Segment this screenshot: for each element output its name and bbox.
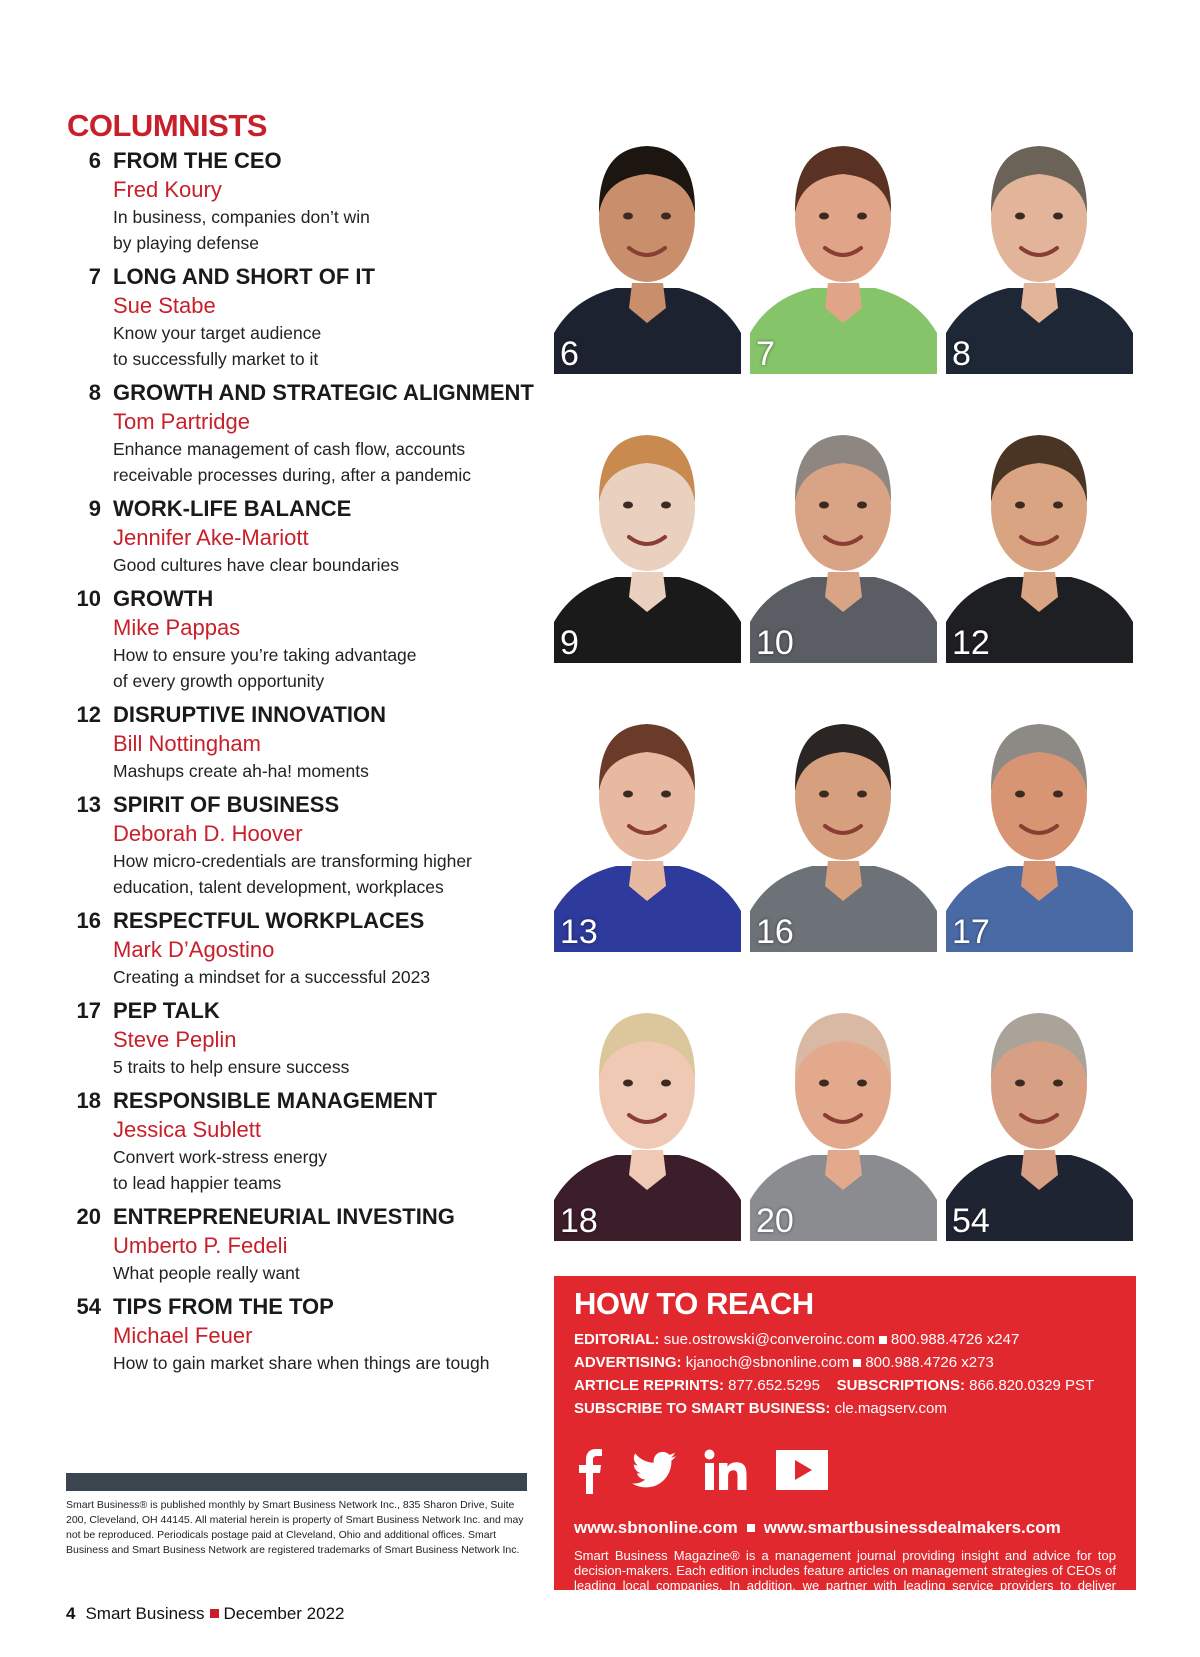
columnist-photo <box>554 975 741 1241</box>
entry-category: GROWTH <box>113 586 214 611</box>
editorial-phone: 800.988.4726 x247 <box>890 1331 1020 1348</box>
entry-category: DISRUPTIVE INNOVATION <box>113 702 386 727</box>
how-to-reach-box <box>554 1276 1136 1608</box>
entry-category: WORK-LIFE BALANCE <box>113 496 352 521</box>
subscribe-url[interactable]: cle.magserv.com <box>834 1400 947 1417</box>
columnist-entry[interactable] <box>67 584 537 694</box>
columnist-photo <box>946 975 1133 1241</box>
entry-description: What people really want <box>113 1263 300 1283</box>
entry-description: How micro-credentials are transforming higher <box>113 851 472 871</box>
entry-author: Jennifer Ake-Mariott <box>113 525 309 550</box>
entry-category: RESPECTFUL WORKPLACES <box>113 908 425 933</box>
reprints-label: ARTICLE REPRINTS: <box>574 1377 724 1394</box>
entry-author: Fred Koury <box>113 177 222 202</box>
social-links <box>574 1442 1116 1498</box>
issue-date: December 2022 <box>223 1604 345 1623</box>
entry-page-number: 10 <box>76 586 101 611</box>
entry-category: GROWTH AND STRATEGIC ALIGNMENT <box>113 380 534 405</box>
entry-description: by playing defense <box>113 233 259 253</box>
entry-category: PEP TALK <box>113 998 220 1023</box>
advertising-email[interactable]: kjanoch@sbnonline.com <box>685 1354 850 1371</box>
entry-description: Mashups create ah-ha! moments <box>113 761 369 781</box>
how-to-reach-title: HOW TO REACH <box>574 1286 814 1321</box>
columnist-entry[interactable] <box>67 1202 537 1286</box>
editorial-label: EDITORIAL: <box>574 1331 660 1348</box>
editorial-contact <box>574 1328 1116 1351</box>
section-title: COLUMNISTS <box>67 108 267 143</box>
portrait-illustration <box>946 108 1133 374</box>
columnist-entry[interactable] <box>67 906 537 990</box>
photo-page-number: 20 <box>756 1202 794 1240</box>
entry-author: Tom Partridge <box>113 409 250 434</box>
columnist-entry[interactable] <box>67 146 537 256</box>
entry-author: Steve Peplin <box>113 1027 237 1052</box>
entry-page-number: 54 <box>76 1294 101 1319</box>
entry-description: of every growth opportunity <box>113 671 325 691</box>
columnist-list <box>67 146 537 1382</box>
entry-category: FROM THE CEO <box>113 148 282 173</box>
entry-description: Creating a mindset for a successful 2023 <box>113 967 431 987</box>
linkedin-icon[interactable] <box>704 1449 748 1491</box>
entry-category: LONG AND SHORT OF IT <box>113 264 375 289</box>
portrait-illustration <box>554 397 741 663</box>
entry-page-number: 7 <box>88 264 101 289</box>
entry-author: Sue Stabe <box>113 293 216 318</box>
columnist-photo-grid <box>554 108 1136 1244</box>
columnist-photo <box>750 397 937 663</box>
separator-square <box>879 1336 887 1344</box>
portrait-illustration <box>750 108 937 374</box>
dealmakers-link[interactable]: www.smartbusinessdealmakers.com <box>763 1518 1061 1537</box>
entry-category: ENTREPRENEURIAL INVESTING <box>113 1204 455 1229</box>
columnist-entry[interactable] <box>67 1086 537 1196</box>
entry-category: TIPS FROM THE TOP <box>113 1294 334 1319</box>
entry-category: SPIRIT OF BUSINESS <box>113 792 340 817</box>
advertising-phone: 800.988.4726 x273 <box>865 1354 994 1371</box>
entry-author: Mark D’Agostino <box>113 937 275 962</box>
entry-author: Mike Pappas <box>113 615 241 640</box>
entry-page-number: 18 <box>76 1088 101 1113</box>
entry-description: How to ensure you’re taking advantage <box>113 645 417 665</box>
facebook-icon[interactable] <box>574 1446 604 1494</box>
entry-description: education, talent development, workplaces <box>113 877 444 897</box>
columnist-entry[interactable] <box>67 1292 537 1376</box>
entry-description: In business, companies don’t win <box>113 207 370 227</box>
columnist-photo <box>554 397 741 663</box>
entry-page-number: 9 <box>88 496 101 521</box>
advertising-label: ADVERTISING: <box>574 1354 682 1371</box>
columnist-photo <box>750 108 937 374</box>
entry-description: 5 traits to help ensure success <box>113 1057 350 1077</box>
subscribe-contact <box>574 1397 1116 1420</box>
photo-page-number: 17 <box>952 913 990 951</box>
entry-description: receivable processes during, after a pandemic <box>113 465 471 485</box>
photo-page-number: 9 <box>560 624 579 662</box>
entry-page-number: 17 <box>76 998 101 1023</box>
columnist-photo <box>946 397 1133 663</box>
magazine-description: Smart Business Magazine® is a management journal providing insight and advice for top decision-makers. Each edition includes feature articles on management strategies of CEOs of leading local companies. In addition, we partner with leading service providers to deliver expert advice to our senior management audience. <box>574 1548 1116 1608</box>
entry-description: Know your target audience <box>113 323 322 343</box>
entry-description: How to gain market share when things are tough <box>113 1353 490 1373</box>
entry-page-number: 16 <box>76 908 101 933</box>
columnist-photo <box>554 108 741 374</box>
separator-square <box>853 1359 861 1367</box>
entry-author: Bill Nottingham <box>113 731 261 756</box>
legal-notice: Smart Business® is published monthly by Smart Business Network Inc., 835 Sharon Drive, Suite 200, Cleveland, OH 44145. All material herein is property of Smart Business Network Inc. and may not be reproduced. Periodicals postage paid at Cleveland, Ohio and additional offices. Smart Business and Smart Business Network are registered trademarks of Smart Business Network Inc. <box>66 1499 524 1556</box>
entry-page-number: 20 <box>76 1204 101 1229</box>
columnist-photo <box>946 686 1133 952</box>
subscribe-label: SUBSCRIBE TO SMART BUSINESS: <box>574 1400 831 1417</box>
entry-page-number: 13 <box>76 792 101 817</box>
entry-author: Deborah D. Hoover <box>113 821 303 846</box>
separator-square <box>210 1609 219 1618</box>
photo-page-number: 12 <box>952 624 990 662</box>
editorial-email[interactable]: sue.ostrowski@converoinc.com <box>663 1331 875 1348</box>
entry-page-number: 12 <box>76 702 101 727</box>
photo-page-number: 18 <box>560 1202 598 1240</box>
divider-bar <box>66 1473 527 1491</box>
columnist-entry[interactable] <box>67 494 537 578</box>
columnist-photo <box>554 686 741 952</box>
entry-category: RESPONSIBLE MANAGEMENT <box>113 1088 437 1113</box>
reprints-phone: 877.652.5295 <box>728 1377 820 1394</box>
entry-description: to lead happier teams <box>113 1173 282 1193</box>
entry-description: to successfully market to it <box>113 349 319 369</box>
entry-description: Good cultures have clear boundaries <box>113 555 400 575</box>
entry-page-number: 8 <box>88 380 101 405</box>
entry-page-number: 6 <box>88 148 101 173</box>
photo-page-number: 6 <box>560 335 579 373</box>
twitter-icon[interactable] <box>632 1451 676 1489</box>
page-footer <box>66 1604 344 1624</box>
columnist-entry[interactable] <box>67 790 537 900</box>
columnist-photo <box>750 686 937 952</box>
columnist-entry[interactable] <box>67 378 537 488</box>
website-links <box>574 1518 1116 1538</box>
sbnonline-link[interactable]: www.sbnonline.com <box>574 1518 738 1537</box>
separator-square <box>747 1524 755 1532</box>
portrait-illustration <box>554 108 741 374</box>
youtube-icon[interactable] <box>776 1450 828 1490</box>
columnist-entry[interactable] <box>67 996 537 1080</box>
entry-author: Umberto P. Fedeli <box>113 1233 288 1258</box>
columnist-photo <box>946 108 1133 374</box>
photo-page-number: 16 <box>756 913 794 951</box>
photo-page-number: 54 <box>952 1202 990 1240</box>
subscriptions-label: SUBSCRIPTIONS: <box>836 1377 965 1394</box>
photo-page-number: 10 <box>756 624 794 662</box>
advertising-contact <box>574 1351 1116 1374</box>
reprints-subscriptions-contact <box>574 1374 1116 1397</box>
photo-page-number: 8 <box>952 335 971 373</box>
entry-author: Michael Feuer <box>113 1323 253 1348</box>
entry-description: Convert work-stress energy <box>113 1147 327 1167</box>
entry-description: Enhance management of cash flow, accounts <box>113 439 466 459</box>
columnist-entry[interactable] <box>67 262 537 372</box>
photo-page-number: 13 <box>560 913 598 951</box>
photo-page-number: 7 <box>756 335 775 373</box>
publication-name: Smart Business <box>85 1604 205 1623</box>
subscriptions-phone: 866.820.0329 PST <box>969 1377 1095 1394</box>
page-number: 4 <box>66 1604 76 1623</box>
columnist-photo <box>750 975 937 1241</box>
columnist-entry[interactable] <box>67 700 537 784</box>
entry-author: Jessica Sublett <box>113 1117 261 1142</box>
